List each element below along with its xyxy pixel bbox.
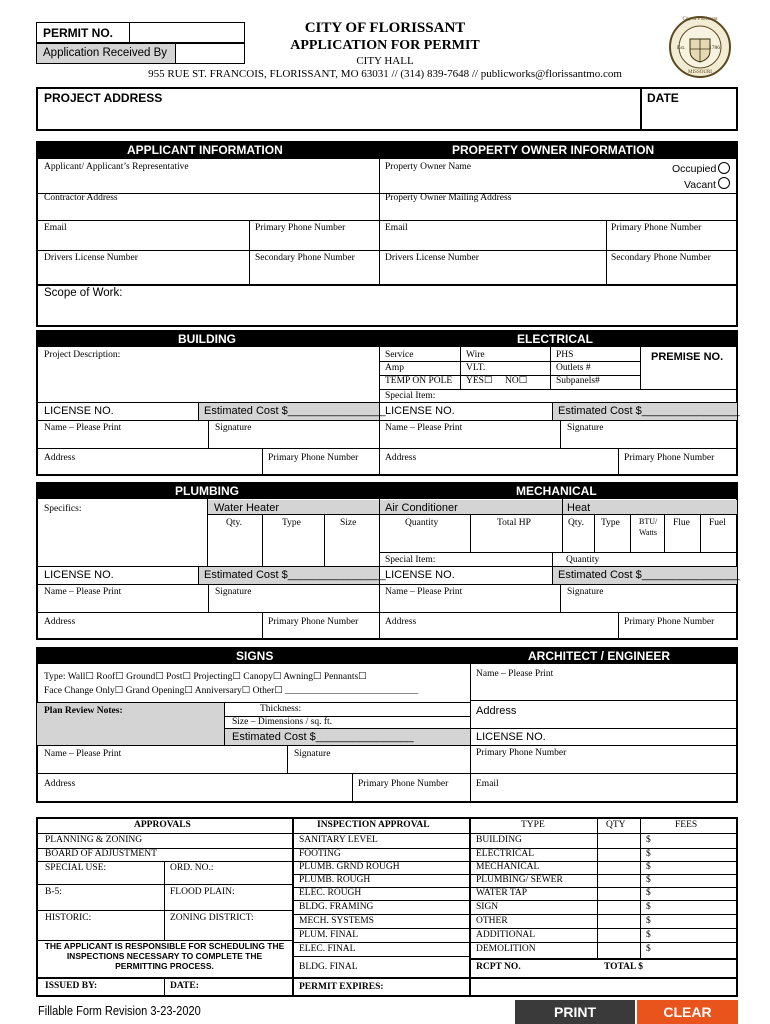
fee-type-row: WATER TAP: [476, 888, 528, 898]
zoning-district-label: ZONING DISTRICT:: [170, 913, 254, 923]
applicant-notice-line3: PERMITTING PROCESS.: [115, 961, 214, 971]
ac-total-hp-label: Total HP: [497, 518, 531, 528]
elec-vlt-label: VLT.: [466, 363, 486, 373]
plumbing-address-label: Address: [44, 617, 76, 627]
issued-by-label: ISSUED BY:: [45, 981, 98, 991]
mechanical-est-cost-label: Estimated Cost $________________: [558, 569, 740, 581]
sign-type-checkboxes[interactable]: Type: Wall☐ Roof☐ Ground☐ Post☐ Projecting☐ Canopy☐ Awning☐ Pennants☐: [44, 672, 367, 682]
building-title: BUILDING: [178, 332, 236, 346]
heat-btu-label: BTU/: [639, 517, 658, 526]
applicant-secondary-phone-label: Secondary Phone Number: [255, 253, 355, 263]
plumbing-title: PLUMBING: [175, 484, 239, 498]
owner-mailing-label: Property Owner Mailing Address: [385, 193, 512, 203]
inspection-item: MECH. SYSTEMS: [299, 916, 374, 926]
architect-address-label: Address: [476, 705, 517, 717]
occupied-radio[interactable]: [718, 162, 730, 174]
ord-no-label: ORD. NO.:: [170, 863, 214, 873]
fee-type-row: DEMOLITION: [476, 944, 536, 954]
fee-dollar: $: [646, 849, 651, 859]
architect-phone-label: Primary Phone Number: [476, 748, 567, 758]
special-use-label: SPECIAL USE:: [45, 863, 107, 873]
sign-face-checkboxes[interactable]: Face Change Only☐ Grand Opening☐ Anniversary☐ Other☐ ____________________________: [44, 686, 419, 696]
plumbing-phone-label: Primary Phone Number: [268, 617, 359, 627]
seal-est-text: Est.: [677, 45, 686, 51]
approvals-title: APPROVALS: [134, 820, 191, 830]
applicant-primary-phone-label: Primary Phone Number: [255, 223, 346, 233]
building-license-label: LICENSE NO.: [44, 405, 114, 417]
mechanical-phone-label: Primary Phone Number: [624, 617, 715, 627]
print-button[interactable]: PRINT: [515, 1000, 635, 1024]
sign-phone-label: Primary Phone Number: [358, 779, 449, 789]
fee-type-header: TYPE: [521, 820, 545, 830]
electrical-address-label: Address: [385, 453, 417, 463]
owner-email-label: Email: [385, 223, 408, 233]
heat-label: Heat: [567, 502, 591, 514]
water-heater-label: Water Heater: [214, 502, 280, 514]
applicant-notice-line2: INSPECTIONS NECESSARY TO COMPLETE THE: [66, 951, 263, 961]
permit-no-label: PERMIT NO.: [43, 26, 114, 40]
premise-no-label: PREMISE NO.: [651, 351, 724, 363]
electrical-title: ELECTRICAL: [517, 332, 593, 346]
temp-pole-yes-checkbox[interactable]: YES☐: [466, 376, 493, 386]
fee-dollar: $: [646, 902, 651, 912]
inspection-item: SANITARY LEVEL: [299, 835, 378, 845]
building-est-cost-label: Estimated Cost $________________: [204, 405, 386, 417]
owner-secondary-phone-label: Secondary Phone Number: [611, 253, 711, 263]
fee-total-label: TOTAL $: [604, 962, 643, 972]
elec-phs-label: PHS: [556, 350, 574, 360]
fee-dollar: $: [646, 888, 651, 898]
mechanical-title: MECHANICAL: [516, 484, 597, 498]
fee-dollar: $: [646, 835, 651, 845]
fee-type-row: OTHER: [476, 916, 508, 926]
sign-name-label: Name – Please Print: [44, 749, 122, 759]
elec-wire-label: Wire: [466, 350, 485, 360]
applicant-license-label: Drivers License Number: [44, 253, 138, 263]
elec-subpanels-label: Subpanels#: [556, 376, 600, 386]
mech-special-item-label: Special Item:: [385, 555, 436, 565]
sign-thickness-label: Thickness:: [260, 704, 302, 714]
plumbing-signature-label: Signature: [215, 587, 252, 597]
form-title-line1: CITY OF FLORISSANT: [304, 20, 466, 36]
heat-type-label: Type: [601, 518, 620, 528]
contractor-address-label: Contractor Address: [44, 193, 118, 203]
planning-zoning-label: PLANNING & ZONING: [45, 835, 143, 845]
signs-title: SIGNS: [236, 649, 274, 663]
building-signature-label: Signature: [215, 423, 252, 433]
applicant-email-label: Email: [44, 223, 67, 233]
elec-service-label: Service: [385, 350, 414, 360]
sign-est-cost-label: Estimated Cost $________________: [232, 731, 414, 743]
sign-address-label: Address: [44, 779, 76, 789]
heat-flue-label: Flue: [673, 518, 690, 528]
inspection-item: PLUM. FINAL: [299, 930, 359, 940]
form-revision-label: Fillable Form Revision 3-23-2020: [38, 1003, 201, 1018]
occupied-label: Occupied: [672, 163, 717, 175]
mechanical-name-label: Name – Please Print: [385, 587, 463, 597]
water-heater-type-label: Type: [282, 518, 301, 528]
building-electrical-header-bar: [37, 331, 737, 347]
fee-dollar: $: [646, 862, 651, 872]
elec-amp-label: Amp: [385, 363, 404, 373]
historic-label: HISTORIC:: [45, 913, 92, 923]
project-date-label: DATE: [647, 91, 679, 105]
plumbing-est-cost-label: Estimated Cost $________________: [204, 569, 386, 581]
plumbing-specifics-label: Specifics:: [44, 504, 82, 514]
project-address-label: PROJECT ADDRESS: [44, 91, 163, 105]
mechanical-signature-label: Signature: [567, 587, 604, 597]
fee-type-row: MECHANICAL: [476, 862, 540, 872]
architect-name-label: Name – Please Print: [476, 669, 554, 679]
city-hall-label: CITY HALL: [356, 55, 414, 67]
city-address-line: 955 RUE ST. FRANCOIS, FLORISSANT, MO 63031 // (314) 839-7648 // publicworks@florissantmo.com: [148, 68, 622, 80]
water-heater-qty-label: Qty.: [226, 518, 243, 528]
inspection-item: FOOTING: [299, 849, 341, 859]
inspection-item: BLDG. FINAL: [299, 962, 358, 972]
seal-top-text: City of Florissant: [682, 17, 718, 22]
owner-license-label: Drivers License Number: [385, 253, 479, 263]
mech-quantity-label: Quantity: [566, 555, 600, 565]
applicant-notice-line1: THE APPLICANT IS RESPONSIBLE FOR SCHEDULING THE: [44, 941, 285, 951]
plumbing-name-label: Name – Please Print: [44, 587, 122, 597]
form-title-line2: APPLICATION FOR PERMIT: [290, 38, 480, 53]
fee-dollar: $: [646, 944, 651, 954]
receipt-no-label: RCPT NO.: [476, 962, 521, 972]
building-address-label: Address: [44, 453, 76, 463]
heat-watts-label: Watts: [639, 528, 658, 537]
electrical-signature-label: Signature: [567, 423, 604, 433]
fee-qty-header: QTY: [606, 820, 626, 830]
inspection-item: ELEC. FINAL: [299, 944, 356, 954]
fee-dollar: $: [646, 930, 651, 940]
building-phone-label: Primary Phone Number: [268, 453, 359, 463]
inspection-approval-title: INSPECTION APPROVAL: [317, 820, 430, 830]
vacant-label: Vacant: [684, 179, 716, 191]
electrical-phone-label: Primary Phone Number: [624, 453, 715, 463]
fee-type-row: BUILDING: [476, 835, 522, 845]
sign-size-label: Size – Dimensions / sq. ft.: [232, 717, 333, 727]
elec-outlets-label: Outlets #: [556, 363, 591, 373]
seal-bottom-text: MISSOURI: [688, 70, 712, 75]
inspection-item: BLDG. FRAMING: [299, 902, 374, 912]
clear-button[interactable]: CLEAR: [637, 1000, 738, 1024]
elec-special-item-label: Special Item:: [385, 391, 436, 401]
applicant-rep-label: Applicant/ Applicant’s Representative: [44, 162, 189, 172]
architect-title: ARCHITECT / ENGINEER: [528, 649, 671, 663]
mechanical-address-label: Address: [385, 617, 417, 627]
fee-type-row: ADDITIONAL: [476, 930, 536, 940]
fee-type-row: ELECTRICAL: [476, 849, 535, 859]
vacant-radio[interactable]: [718, 177, 730, 189]
fee-fees-header: FEES: [675, 820, 698, 830]
temp-pole-no-checkbox[interactable]: NO☐: [505, 376, 528, 386]
fee-type-row: PLUMBING/ SEWER: [476, 875, 563, 885]
temp-pole-label: TEMP ON POLE: [385, 376, 453, 386]
air-conditioner-label: Air Conditioner: [385, 502, 458, 514]
plumbing-license-label: LICENSE NO.: [44, 569, 114, 581]
b5-label: B-5:: [45, 887, 62, 897]
fee-dollar: $: [646, 875, 651, 885]
electrical-est-cost-label: Estimated Cost $________________: [558, 405, 740, 417]
electrical-name-label: Name – Please Print: [385, 423, 463, 433]
inspection-item: PLUMB. ROUGH: [299, 875, 371, 885]
sign-signature-label: Signature: [294, 749, 331, 759]
seal-year-text: 1786: [709, 45, 720, 51]
flood-plain-label: FLOOD PLAIN:: [170, 887, 235, 897]
scope-of-work-label: Scope of Work:: [44, 287, 123, 299]
fee-type-row: SIGN: [476, 902, 499, 912]
water-heater-size-label: Size: [340, 518, 357, 528]
architect-license-label: LICENSE NO.: [476, 731, 546, 743]
electrical-license-label: LICENSE NO.: [385, 405, 455, 417]
project-description-label: Project Description:: [44, 350, 121, 360]
application-received-label: Application Received By: [43, 47, 168, 59]
issued-date-label: DATE:: [170, 981, 199, 991]
plan-review-notes-label: Plan Review Notes:: [44, 706, 123, 716]
building-name-label: Name – Please Print: [44, 423, 122, 433]
inspection-item: ELEC. ROUGH: [299, 888, 362, 898]
heat-fuel-label: Fuel: [709, 518, 726, 528]
owner-info-title: PROPERTY OWNER INFORMATION: [452, 143, 655, 157]
heat-qty-label: Qty.: [568, 518, 585, 528]
architect-email-label: Email: [476, 779, 499, 789]
owner-primary-phone-label: Primary Phone Number: [611, 223, 702, 233]
fee-dollar: $: [646, 916, 651, 926]
mechanical-license-label: LICENSE NO.: [385, 569, 455, 581]
plumbing-mechanical-header-bar: [37, 483, 737, 499]
board-adjustment-label: BOARD OF ADJUSTMENT: [45, 849, 157, 859]
permit-expires-label: PERMIT EXPIRES:: [299, 982, 384, 992]
inspection-item: PLUMB. GRND ROUGH: [299, 862, 400, 872]
applicant-info-title: APPLICANT INFORMATION: [127, 143, 283, 157]
ac-quantity-label: Quantity: [405, 518, 439, 528]
owner-name-label: Property Owner Name: [385, 162, 472, 172]
